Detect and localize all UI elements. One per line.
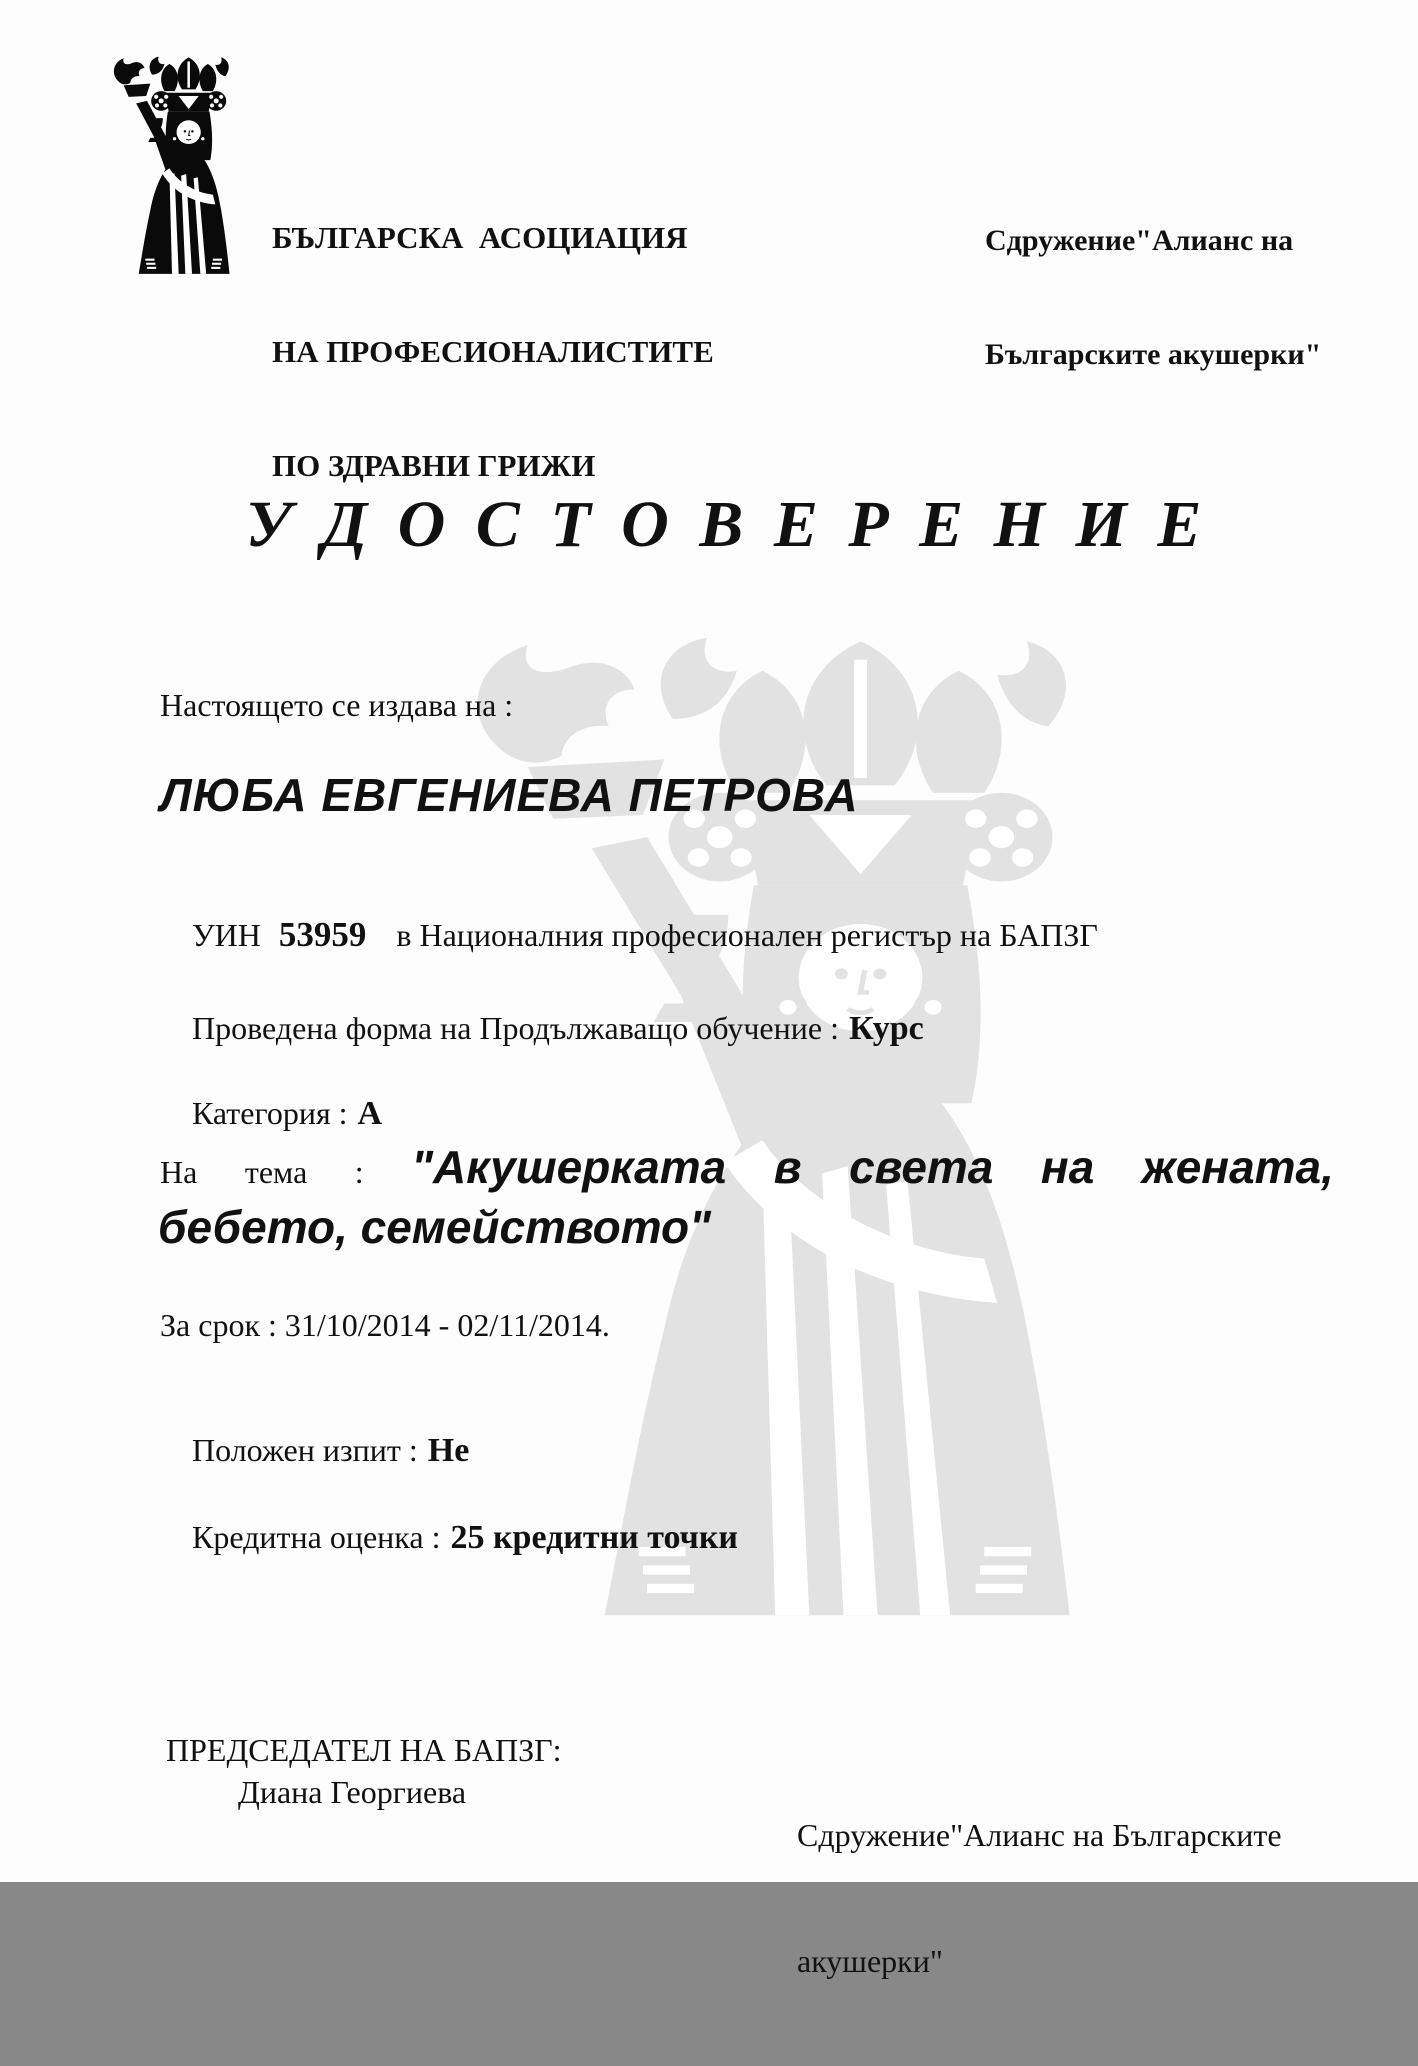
topic-word-4: на [1040,1141,1095,1193]
topic-line-1 [160,1140,1334,1200]
credit-label: Кредитна оценка : [192,1519,441,1555]
org-right-line-1: Сдружение"Алианс на [985,224,1294,257]
exam-label: Положен изпит : [192,1432,418,1468]
topic-label-word-2: тема [244,1154,308,1190]
topic-word-3: света [849,1141,994,1193]
training-form-value: Курс [848,1010,924,1047]
issued-to-label: Настоящето се издава на : [160,687,514,723]
credit-value: 25 кредитни точки [450,1519,738,1556]
org-left-line-2: НА ПРОФЕСИОНАЛИСТИТЕ [272,334,714,369]
chairman-label: ПРЕДСЕДАТЕЛ НА БАПЗГ: [166,1732,562,1768]
footer-association-line-2: акушерки" [797,1943,943,1979]
uin-registry-text: в Националния професионален регистър на БАПЗГ [396,917,1098,953]
org-left-line-3: ПО ЗДРАВНИ ГРИЖИ [272,448,596,483]
credit-line [160,1477,738,1598]
category-value: А [357,1095,383,1132]
chairman-name: Диана Георгиева [238,1774,467,1810]
exam-value: Не [427,1432,470,1469]
topic-word-1: "Акушерката [411,1141,727,1193]
uin-label: УИН [192,917,261,953]
org-name-right [985,146,1321,450]
training-form-label: Проведена форма на Продължаващо обучение : [192,1010,839,1046]
category-label: Категория : [192,1095,348,1131]
topic-label-colon: : [354,1154,364,1190]
certificate-title: У Д О С Т О В Е Р Е Н И Е [245,488,1209,561]
topic-word-5: жената, [1141,1141,1334,1193]
org-right-line-2: Българските акушерки" [985,338,1322,371]
footer-association-name [797,1730,1282,2066]
topic-line-2: бебето, семейството" [158,1201,711,1253]
footer-association-line-1: Сдружение"Алианс на Българските [797,1817,1282,1853]
period-line: За срок : 31/10/2014 - 02/11/2014. [160,1307,610,1343]
holder-name: ЛЮБА ЕВГЕНИЕВА ПЕТРОВА [160,769,859,821]
org-left-line-1: БЪЛГАРСКА АСОЦИАЦИЯ [272,220,688,255]
uin-value: 53959 [278,915,367,954]
association-emblem-icon [112,50,237,280]
topic-label-word-1: На [160,1154,198,1190]
topic-word-2: в [773,1141,802,1193]
